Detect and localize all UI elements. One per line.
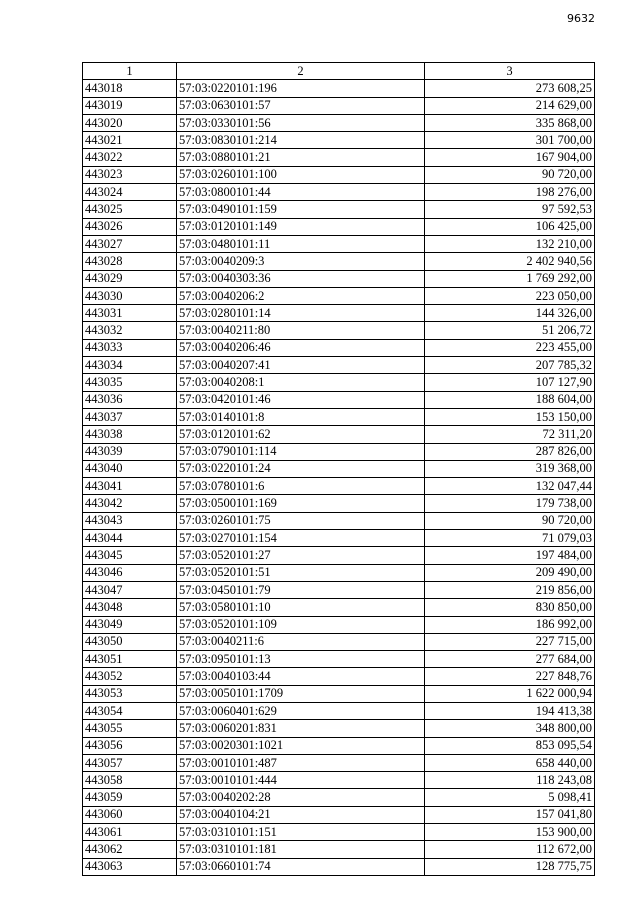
cadastral-number-cell: 57:03:0630101:57 <box>177 97 425 114</box>
table-row <box>83 806 595 823</box>
cadastral-number-cell: 57:03:0310101:151 <box>177 824 425 841</box>
record-number-cell: 443061 <box>83 824 177 841</box>
record-number-cell: 443058 <box>83 772 177 789</box>
record-number-cell: 443060 <box>83 806 177 823</box>
record-number-cell: 443024 <box>83 184 177 201</box>
cadastral-number-cell: 57:03:0790101:114 <box>177 443 425 460</box>
value-cell: 335 868,00 <box>425 114 595 131</box>
table-row <box>83 201 595 218</box>
cadastral-number-cell: 57:03:0010101:487 <box>177 754 425 771</box>
column-header-2: 2 <box>177 63 425 80</box>
value-cell: 51 206,72 <box>425 322 595 339</box>
value-cell: 219 856,00 <box>425 581 595 598</box>
cadastral-number-cell: 57:03:0040202:28 <box>177 789 425 806</box>
table-row <box>83 651 595 668</box>
cadastral-number-cell: 57:03:0120101:62 <box>177 426 425 443</box>
value-cell: 132 047,44 <box>425 478 595 495</box>
record-number-cell: 443032 <box>83 322 177 339</box>
value-cell: 301 700,00 <box>425 132 595 149</box>
value-cell: 71 079,03 <box>425 530 595 547</box>
cadastral-number-cell: 57:03:0480101:11 <box>177 235 425 252</box>
value-cell: 348 800,00 <box>425 720 595 737</box>
cadastral-number-cell: 57:03:0270101:154 <box>177 530 425 547</box>
record-number-cell: 443049 <box>83 616 177 633</box>
cadastral-number-cell: 57:03:0800101:44 <box>177 184 425 201</box>
table-row <box>83 80 595 97</box>
table-row <box>83 858 595 875</box>
cadastral-number-cell: 57:03:0310101:181 <box>177 841 425 858</box>
value-cell: 72 311,20 <box>425 426 595 443</box>
record-number-cell: 443053 <box>83 685 177 702</box>
table-row <box>83 478 595 495</box>
record-number-cell: 443018 <box>83 80 177 97</box>
cadastral-number-cell: 57:03:0330101:56 <box>177 114 425 131</box>
cadastral-number-cell: 57:03:0450101:79 <box>177 581 425 598</box>
value-cell: 287 826,00 <box>425 443 595 460</box>
record-number-cell: 443055 <box>83 720 177 737</box>
cadastral-number-cell: 57:03:0040211:80 <box>177 322 425 339</box>
value-cell: 5 098,41 <box>425 789 595 806</box>
value-cell: 106 425,00 <box>425 218 595 235</box>
record-number-cell: 443048 <box>83 599 177 616</box>
cadastral-number-cell: 57:03:0490101:159 <box>177 201 425 218</box>
table-row <box>83 391 595 408</box>
value-cell: 273 608,25 <box>425 80 595 97</box>
value-cell: 157 041,80 <box>425 806 595 823</box>
cadastral-number-cell: 57:03:0040207:41 <box>177 357 425 374</box>
cadastral-number-cell: 57:03:0260101:75 <box>177 512 425 529</box>
record-number-cell: 443022 <box>83 149 177 166</box>
table-header <box>83 63 595 80</box>
table-row <box>83 270 595 287</box>
value-cell: 830 850,00 <box>425 599 595 616</box>
record-number-cell: 443019 <box>83 97 177 114</box>
cadastral-number-cell: 57:03:0520101:27 <box>177 547 425 564</box>
table-row <box>83 305 595 322</box>
table-row <box>83 789 595 806</box>
value-cell: 1 769 292,00 <box>425 270 595 287</box>
value-cell: 128 775,75 <box>425 858 595 875</box>
value-cell: 227 715,00 <box>425 633 595 650</box>
record-number-cell: 443035 <box>83 374 177 391</box>
record-number-cell: 443057 <box>83 754 177 771</box>
record-number-cell: 443030 <box>83 287 177 304</box>
cadastral-number-cell: 57:03:0060401:629 <box>177 702 425 719</box>
table-row <box>83 720 595 737</box>
cadastral-number-cell: 57:03:0040206:46 <box>177 339 425 356</box>
cadastral-number-cell: 57:03:0060201:831 <box>177 720 425 737</box>
cadastral-number-cell: 57:03:0520101:51 <box>177 564 425 581</box>
column-header-1: 1 <box>83 63 177 80</box>
cadastral-number-cell: 57:03:0040209:3 <box>177 253 425 270</box>
record-number-cell: 443028 <box>83 253 177 270</box>
table-row <box>83 633 595 650</box>
value-cell: 118 243,08 <box>425 772 595 789</box>
value-cell: 214 629,00 <box>425 97 595 114</box>
column-header-3: 3 <box>425 63 595 80</box>
table-row <box>83 339 595 356</box>
cadastral-number-cell: 57:03:0020301:1021 <box>177 737 425 754</box>
record-number-cell: 443063 <box>83 858 177 875</box>
record-number-cell: 443027 <box>83 235 177 252</box>
record-number-cell: 443046 <box>83 564 177 581</box>
cadastral-number-cell: 57:03:0830101:214 <box>177 132 425 149</box>
record-number-cell: 443042 <box>83 495 177 512</box>
header-row <box>83 63 595 80</box>
table-row <box>83 426 595 443</box>
cadastral-number-cell: 57:03:0780101:6 <box>177 478 425 495</box>
cadastral-number-cell: 57:03:0040211:6 <box>177 633 425 650</box>
table-row <box>83 114 595 131</box>
record-number-cell: 443050 <box>83 633 177 650</box>
table-row <box>83 530 595 547</box>
value-cell: 227 848,76 <box>425 668 595 685</box>
cadastral-number-cell: 57:03:0580101:10 <box>177 599 425 616</box>
value-cell: 167 904,00 <box>425 149 595 166</box>
table-row <box>83 824 595 841</box>
table-row <box>83 443 595 460</box>
record-number-cell: 443023 <box>83 166 177 183</box>
value-cell: 107 127,90 <box>425 374 595 391</box>
table-row <box>83 132 595 149</box>
record-number-cell: 443043 <box>83 512 177 529</box>
cadastral-number-cell: 57:03:0520101:109 <box>177 616 425 633</box>
value-cell: 1 622 000,94 <box>425 685 595 702</box>
value-cell: 2 402 940,56 <box>425 253 595 270</box>
table-row <box>83 772 595 789</box>
cadastral-number-cell: 57:03:0260101:100 <box>177 166 425 183</box>
cadastral-number-cell: 57:03:0950101:13 <box>177 651 425 668</box>
table-row <box>83 253 595 270</box>
cadastral-number-cell: 57:03:0220101:196 <box>177 80 425 97</box>
record-number-cell: 443029 <box>83 270 177 287</box>
table-row <box>83 547 595 564</box>
record-number-cell: 443056 <box>83 737 177 754</box>
cadastral-number-cell: 57:03:0040206:2 <box>177 287 425 304</box>
table-row <box>83 702 595 719</box>
table-row <box>83 685 595 702</box>
cadastral-number-cell: 57:03:0040208:1 <box>177 374 425 391</box>
value-cell: 198 276,00 <box>425 184 595 201</box>
record-number-cell: 443034 <box>83 357 177 374</box>
table-row <box>83 841 595 858</box>
table-row <box>83 616 595 633</box>
value-cell: 223 455,00 <box>425 339 595 356</box>
value-cell: 97 592,53 <box>425 201 595 218</box>
table-row <box>83 184 595 201</box>
table-row <box>83 754 595 771</box>
record-number-cell: 443047 <box>83 581 177 598</box>
record-number-cell: 443031 <box>83 305 177 322</box>
value-cell: 194 413,38 <box>425 702 595 719</box>
table-row <box>83 564 595 581</box>
cadastral-number-cell: 57:03:0140101:8 <box>177 408 425 425</box>
value-cell: 90 720,00 <box>425 166 595 183</box>
record-number-cell: 443026 <box>83 218 177 235</box>
value-cell: 223 050,00 <box>425 287 595 304</box>
value-cell: 319 368,00 <box>425 460 595 477</box>
table-row <box>83 218 595 235</box>
cadastral-number-cell: 57:03:0500101:169 <box>177 495 425 512</box>
table-row <box>83 495 595 512</box>
record-number-cell: 443054 <box>83 702 177 719</box>
record-number-cell: 443037 <box>83 408 177 425</box>
record-number-cell: 443041 <box>83 478 177 495</box>
table-body <box>83 80 595 876</box>
table-row <box>83 460 595 477</box>
record-number-cell: 443020 <box>83 114 177 131</box>
registry-table <box>82 62 595 876</box>
table-row <box>83 322 595 339</box>
value-cell: 90 720,00 <box>425 512 595 529</box>
table-row <box>83 599 595 616</box>
cadastral-number-cell: 57:03:0040103:44 <box>177 668 425 685</box>
record-number-cell: 443059 <box>83 789 177 806</box>
record-number-cell: 443021 <box>83 132 177 149</box>
cadastral-number-cell: 57:03:0050101:1709 <box>177 685 425 702</box>
table-row <box>83 357 595 374</box>
record-number-cell: 443051 <box>83 651 177 668</box>
value-cell: 209 490,00 <box>425 564 595 581</box>
value-cell: 207 785,32 <box>425 357 595 374</box>
table-row <box>83 97 595 114</box>
record-number-cell: 443039 <box>83 443 177 460</box>
record-number-cell: 443025 <box>83 201 177 218</box>
table-row <box>83 581 595 598</box>
table-row <box>83 408 595 425</box>
cadastral-number-cell: 57:03:0040104:21 <box>177 806 425 823</box>
record-number-cell: 443045 <box>83 547 177 564</box>
table-row <box>83 668 595 685</box>
table-row <box>83 512 595 529</box>
value-cell: 658 440,00 <box>425 754 595 771</box>
table-row <box>83 374 595 391</box>
cadastral-number-cell: 57:03:0010101:444 <box>177 772 425 789</box>
cadastral-number-cell: 57:03:0120101:149 <box>177 218 425 235</box>
cadastral-number-cell: 57:03:0420101:46 <box>177 391 425 408</box>
cadastral-number-cell: 57:03:0280101:14 <box>177 305 425 322</box>
table-row <box>83 149 595 166</box>
value-cell: 179 738,00 <box>425 495 595 512</box>
value-cell: 197 484,00 <box>425 547 595 564</box>
cadastral-number-cell: 57:03:0040303:36 <box>177 270 425 287</box>
record-number-cell: 443038 <box>83 426 177 443</box>
record-number-cell: 443052 <box>83 668 177 685</box>
page-number: 9632 <box>567 12 595 25</box>
value-cell: 112 672,00 <box>425 841 595 858</box>
table-row <box>83 737 595 754</box>
value-cell: 188 604,00 <box>425 391 595 408</box>
value-cell: 853 095,54 <box>425 737 595 754</box>
cadastral-number-cell: 57:03:0220101:24 <box>177 460 425 477</box>
record-number-cell: 443044 <box>83 530 177 547</box>
table-row <box>83 287 595 304</box>
table-row <box>83 235 595 252</box>
value-cell: 144 326,00 <box>425 305 595 322</box>
value-cell: 153 150,00 <box>425 408 595 425</box>
value-cell: 132 210,00 <box>425 235 595 252</box>
value-cell: 277 684,00 <box>425 651 595 668</box>
record-number-cell: 443036 <box>83 391 177 408</box>
value-cell: 186 992,00 <box>425 616 595 633</box>
record-number-cell: 443033 <box>83 339 177 356</box>
record-number-cell: 443062 <box>83 841 177 858</box>
cadastral-number-cell: 57:03:0880101:21 <box>177 149 425 166</box>
value-cell: 153 900,00 <box>425 824 595 841</box>
cadastral-number-cell: 57:03:0660101:74 <box>177 858 425 875</box>
record-number-cell: 443040 <box>83 460 177 477</box>
table-row <box>83 166 595 183</box>
